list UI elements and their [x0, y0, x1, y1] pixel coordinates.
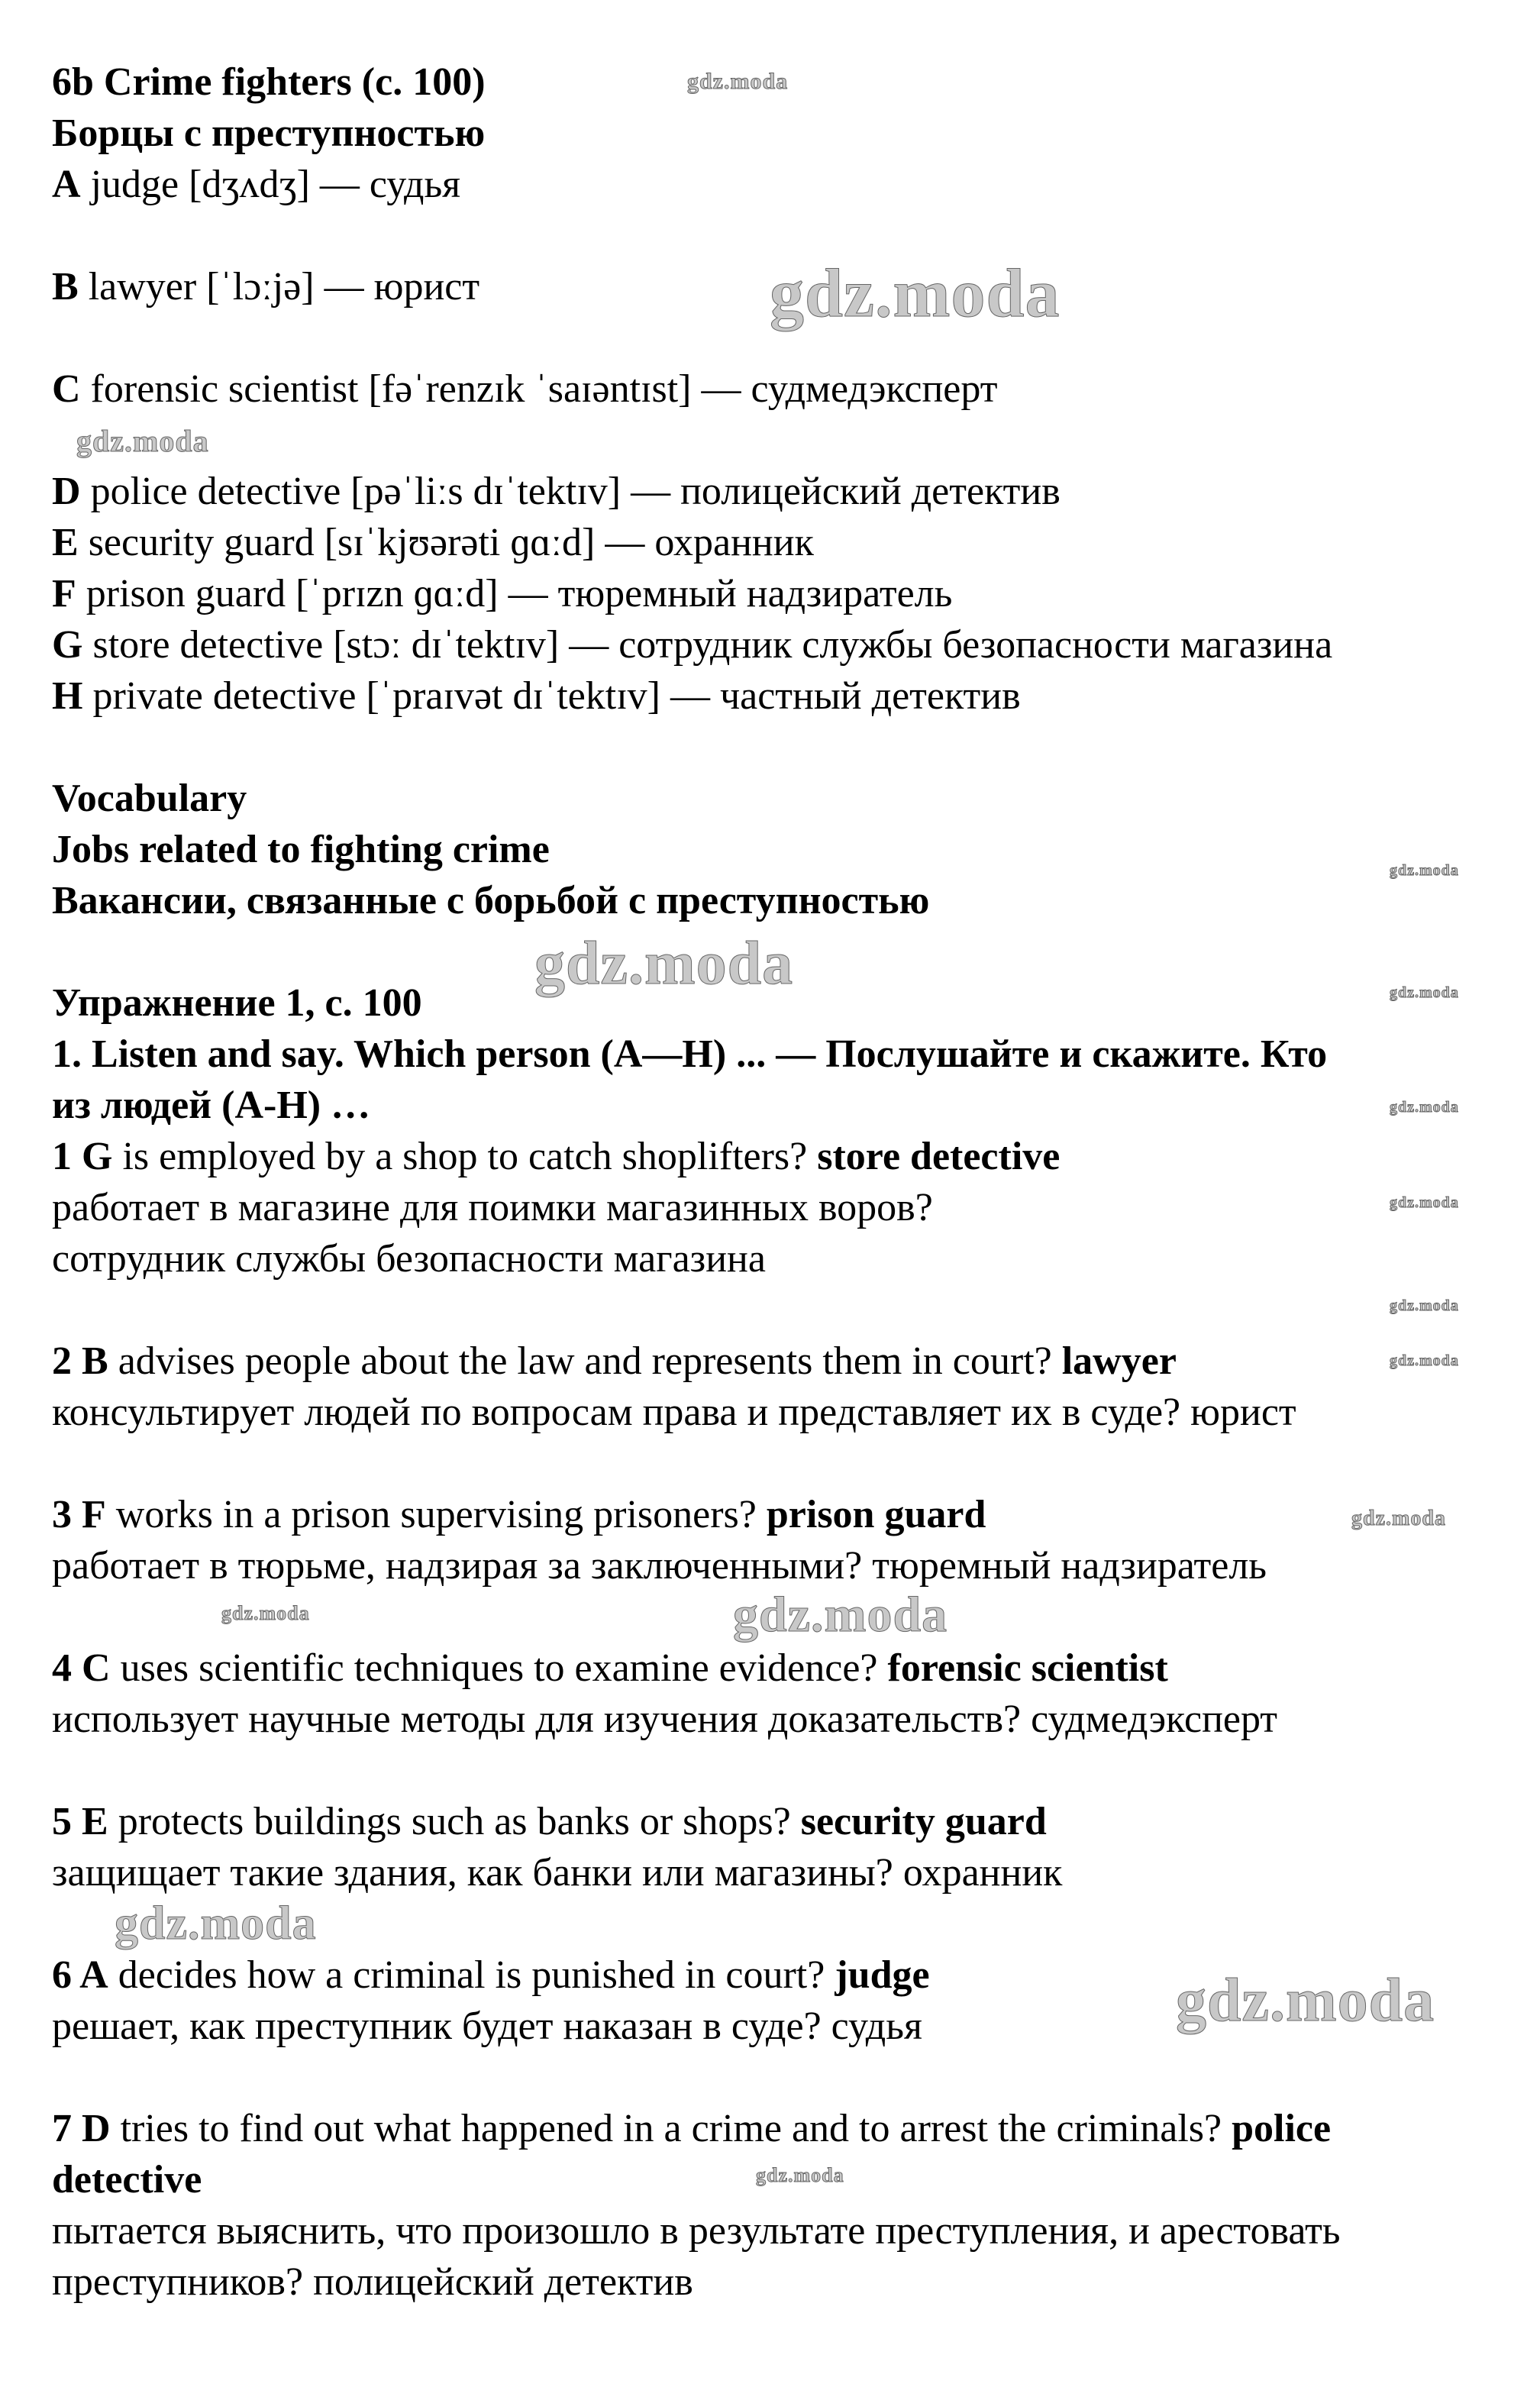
bold-text: 1. Listen and say. Which person (A—H) ... — Послушайте и скажите. Кто: [52, 1032, 1328, 1076]
bold-text: Упражнение 1, с. 100: [52, 981, 422, 1025]
blank-line: [52, 1438, 1533, 1489]
watermark: gdz.moda: [1390, 1194, 1459, 1211]
text: is employed by a shop to catch shoplifters?: [112, 1135, 818, 1178]
watermark: gdz.moda: [756, 2164, 844, 2186]
bold-text: 4 C: [52, 1646, 111, 1690]
bold-text: из людей (A-H) …: [52, 1084, 371, 1127]
text: работает в магазине для поимки магазинных воров?: [52, 1186, 933, 1229]
bold-text: 1 G: [52, 1135, 113, 1178]
text-line: [52, 2205, 1533, 2256]
text-line: [52, 1080, 1533, 1131]
text: security guard [sɪˈkjʊərəti ɡɑːd] — охранник: [78, 521, 814, 564]
bold-text: F: [52, 572, 76, 615]
text: преступников? полицейский детектив: [52, 2260, 693, 2304]
text: сотрудник службы безопасности магазина: [52, 1237, 766, 1281]
watermark: gdz.moda: [770, 256, 1061, 331]
watermark: gdz.moda: [221, 1602, 310, 1624]
text-line: [52, 1387, 1533, 1438]
bold-text: judge: [835, 1953, 930, 1997]
bold-text: prison guard: [766, 1493, 986, 1536]
text: protects buildings such as banks or shops?: [108, 1800, 801, 1843]
text-line: [52, 2103, 1533, 2154]
blank-line: [52, 1284, 1533, 1336]
bold-text: Борцы с преступностью: [52, 111, 486, 155]
text-line: [52, 773, 1533, 824]
watermark: gdz.moda: [1351, 1507, 1446, 1530]
text-line: [52, 1796, 1533, 1847]
text-line: [52, 670, 1533, 722]
text-line: [52, 363, 1533, 415]
watermark: gdz.moda: [733, 1587, 948, 1643]
bold-text: lawyer: [1061, 1339, 1177, 1383]
bold-text: 6 A: [52, 1953, 108, 1997]
text: prison guard [ˈprɪzn ɡɑːd] — тюремный надзиратель: [76, 572, 953, 615]
text: tries to find out what happened in a crime and to arrest the criminals?: [110, 2107, 1232, 2150]
bold-text: B: [52, 265, 79, 308]
text-line: [52, 875, 1533, 926]
text-line: [52, 1643, 1533, 1694]
text: forensic scientist [fəˈrenzɪk ˈsaɪəntɪst] — судмедэксперт: [80, 367, 998, 411]
bold-text: 2 B: [52, 1339, 108, 1383]
text-line: [52, 2256, 1533, 2308]
bold-text: Vocabulary: [52, 777, 247, 820]
text: консультирует людей по вопросам права и представляет их в суде? юрист: [52, 1391, 1296, 1434]
bold-text: Вакансии, связанные с борьбой с преступностью: [52, 879, 930, 922]
text-line: [52, 1233, 1533, 1284]
watermark: gdz.moda: [1390, 984, 1459, 1001]
bold-text: G: [52, 623, 83, 667]
text-line: [52, 517, 1533, 568]
blank-line: [52, 415, 1533, 466]
text-line: [52, 1847, 1533, 1898]
bold-text: forensic scientist: [887, 1646, 1168, 1690]
text: использует научные методы для изучения доказательств? судмедэксперт: [52, 1698, 1278, 1741]
watermark: gdz.moda: [1390, 862, 1459, 879]
bold-text: C: [52, 367, 81, 411]
bold-text: D: [52, 470, 81, 513]
text-line: [52, 824, 1533, 875]
text-line: [52, 159, 1533, 210]
watermark: gdz.moda: [1176, 1967, 1435, 2034]
blank-line: [52, 1745, 1533, 1796]
text: advises people about the law and represents them in court?: [108, 1339, 1062, 1383]
watermark: gdz.moda: [115, 1898, 317, 1950]
text-line: [52, 568, 1533, 619]
bold-text: store detective: [817, 1135, 1061, 1178]
text: защищает такие здания, как банки или магазины? охранник: [52, 1851, 1063, 1895]
text: works in a prison supervising prisoners?: [105, 1493, 767, 1536]
blank-line: [52, 2052, 1533, 2103]
text: lawyer [ˈlɔːjə] — юрист: [78, 265, 480, 308]
text-line: [52, 619, 1533, 670]
blank-line: [52, 722, 1533, 773]
bold-text: H: [52, 674, 83, 718]
text-line: [52, 57, 1533, 108]
watermark: gdz.moda: [687, 69, 789, 94]
watermark: gdz.moda: [534, 930, 794, 997]
bold-text: 6b Crime fighters (с. 100): [52, 60, 486, 104]
text: решает, как преступник будет наказан в суде? судья: [52, 2004, 922, 2048]
bold-text: detective: [52, 2158, 202, 2201]
watermark: gdz.moda: [1390, 1099, 1459, 1116]
watermark: gdz.moda: [1390, 1352, 1459, 1369]
text: работает в тюрьме, надзирая за заключенными? тюремный надзиратель: [52, 1544, 1267, 1588]
text-line: [52, 1029, 1533, 1080]
blank-line: [52, 210, 1533, 261]
text-line: [52, 1131, 1533, 1182]
watermark: gdz.moda: [76, 424, 209, 458]
bold-text: Jobs related to fighting crime: [52, 828, 550, 871]
text: private detective [ˈpraɪvət dɪˈtektɪv] — частный детектив: [82, 674, 1021, 718]
text: пытается выяснить, что произошло в результате преступления, и арестовать: [52, 2209, 1341, 2253]
bold-text: E: [52, 521, 79, 564]
text-line: [52, 1694, 1533, 1745]
text: uses scientific techniques to examine evidence?: [110, 1646, 888, 1690]
text: store detective [stɔː dɪˈtektɪv] — сотрудник службы безопасности магазина: [82, 623, 1333, 667]
bold-text: police: [1232, 2107, 1332, 2150]
bold-text: security guard: [800, 1800, 1047, 1843]
bold-text: 5 E: [52, 1800, 108, 1843]
text: judge [dʒʌdʒ] — судья: [80, 163, 461, 206]
text-line: [52, 1182, 1533, 1233]
text-line: [52, 1540, 1533, 1591]
text-line: [52, 1489, 1533, 1540]
bold-text: A: [52, 163, 81, 206]
text-line: [52, 466, 1533, 517]
text-line: [52, 1336, 1533, 1387]
bold-text: 7 D: [52, 2107, 111, 2150]
text-line: [52, 108, 1533, 159]
watermark: gdz.moda: [1390, 1297, 1459, 1314]
bold-text: 3 F: [52, 1493, 106, 1536]
text: decides how a criminal is punished in court?: [108, 1953, 835, 1997]
text: police detective [pəˈliːs dɪˈtektɪv] — полицейский детектив: [80, 470, 1061, 513]
